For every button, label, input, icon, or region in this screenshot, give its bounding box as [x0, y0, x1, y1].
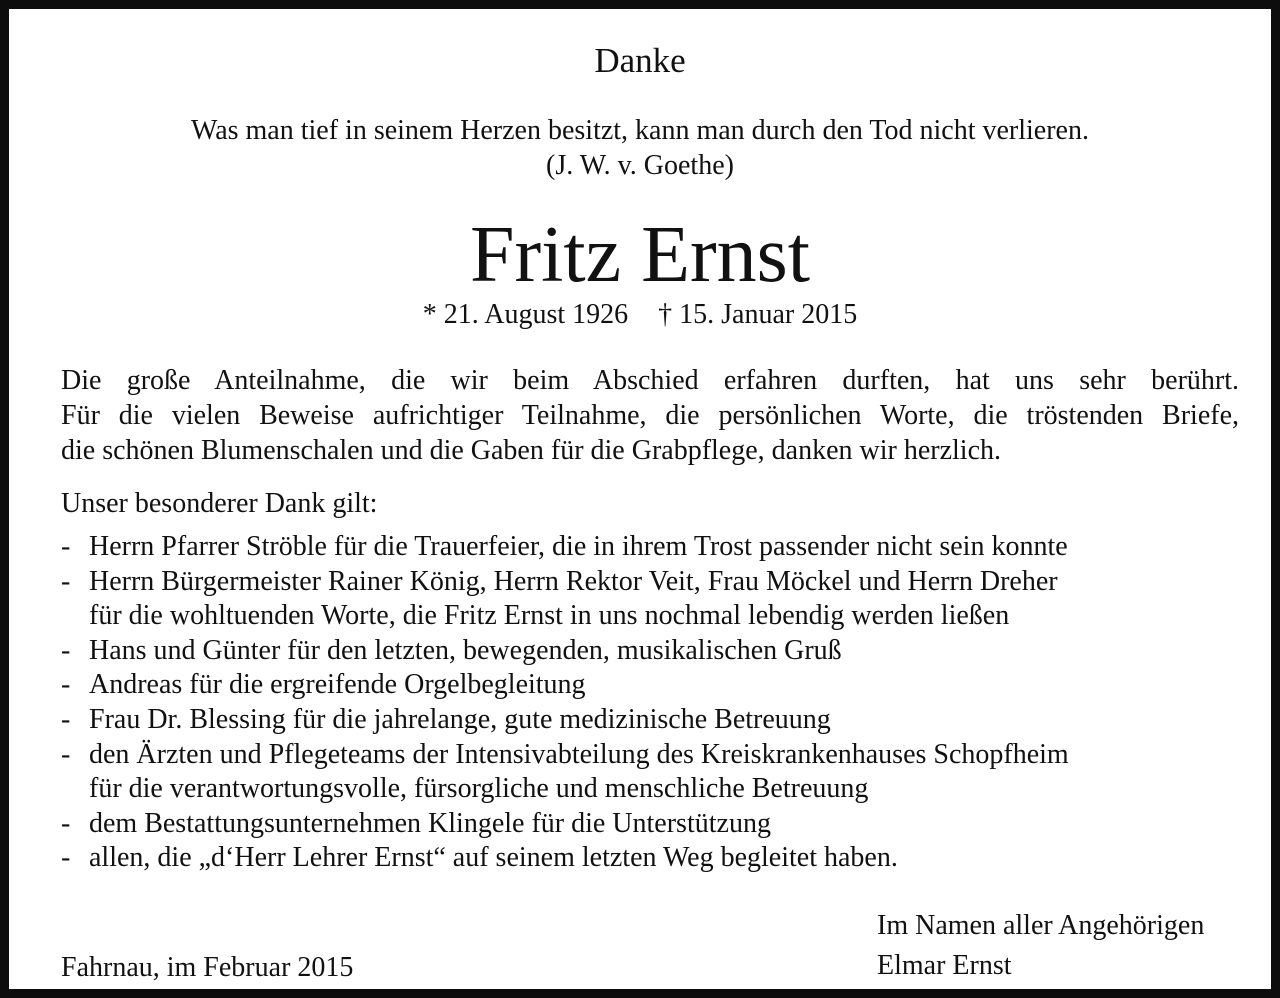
thanks-list-item: [61, 634, 1239, 669]
thanks-item-line: für die verantwortungsvolle, fürsorgliche und menschliche Betreuung: [89, 773, 869, 805]
thanks-item-line: dem Bestattungsunternehmen Klingele für die Unterstützung: [89, 807, 771, 839]
paragraph-line: die schönen Blumenschalen und die Gaben für die Grabpflege, danken wir herzlich.: [61, 435, 1001, 466]
thanks-item-line: den Ärzten und Pflegeteams der Intensivabteilung des Kreiskrankenhauses Schopfheim: [89, 738, 1069, 770]
thanks-list: [61, 530, 1239, 876]
bullet-dash: -: [61, 738, 71, 770]
death-date: † 15. Januar 2015: [658, 299, 858, 330]
thanks-list-item: [61, 668, 1239, 703]
closing-signature: [877, 906, 1204, 986]
thanks-list-item: [61, 703, 1239, 738]
quote-author: (J. W. v. Goethe): [546, 150, 734, 181]
thanks-item-line: allen, die „d‘Herr Lehrer Ernst“ auf seinem letzten Weg begleitet haben.: [89, 842, 898, 874]
paragraph-line: Für die vielen Beweise aufrichtiger Teilnahme, die persönlichen Worte, die tröstenden Briefe,: [61, 400, 1239, 431]
deceased-name: Fritz Ernst: [470, 211, 810, 299]
notice-heading: Danke: [594, 41, 686, 80]
birth-date: * 21. August 1926: [422, 299, 629, 330]
bullet-dash: -: [61, 565, 71, 597]
thanks-item-line: Herrn Pfarrer Ströble für die Trauerfeier, die in ihrem Trost passender nicht sein konnte: [89, 531, 1068, 562]
quote-text: Was man tief in seinem Herzen besitzt, kann man durch den Tod nicht verlieren.: [191, 115, 1089, 146]
bullet-dash: -: [61, 703, 71, 735]
thanks-item-line: Hans und Günter für den letzten, bewegenden, musikalischen Gruß: [89, 634, 842, 666]
thanks-list-item: [61, 738, 1239, 807]
bullet-dash: -: [61, 842, 71, 874]
thanks-item-line: für die wohltuenden Worte, die Fritz Ernst in uns nochmal lebendig werden ließen: [89, 600, 1010, 632]
bullet-dash: -: [61, 669, 71, 701]
signer-name: Elmar Ernst: [877, 950, 1012, 981]
place-date: Fahrnau, im Februar 2015: [61, 952, 354, 983]
bullet-dash: -: [61, 807, 71, 839]
thanks-list-item: [61, 841, 1239, 876]
thanks-paragraph: [61, 363, 1239, 468]
paragraph-line: Die große Anteilnahme, die wir beim Abschied erfahren durften, hat uns sehr berührt.: [61, 365, 1239, 396]
thanks-list-item: [61, 565, 1239, 634]
thanks-list-item: [61, 807, 1239, 842]
thanks-item-line: Andreas für die ergreifende Orgelbegleitung: [89, 669, 586, 701]
goethe-quote: [9, 113, 1271, 183]
bullet-dash: -: [61, 531, 71, 562]
thanks-intro: Unser besonderer Dank gilt:: [61, 488, 378, 519]
thanks-list-item: [61, 530, 1239, 565]
thanks-item-line: Frau Dr. Blessing für die jahrelange, gute medizinische Betreuung: [89, 703, 831, 735]
life-dates: [9, 297, 1271, 333]
closing-line: Im Namen aller Angehörigen: [877, 910, 1205, 941]
thanks-item-line: Herrn Bürgermeister Rainer König, Herrn Rektor Veit, Frau Möckel und Herrn Dreher: [89, 565, 1058, 597]
bullet-dash: -: [61, 634, 71, 666]
